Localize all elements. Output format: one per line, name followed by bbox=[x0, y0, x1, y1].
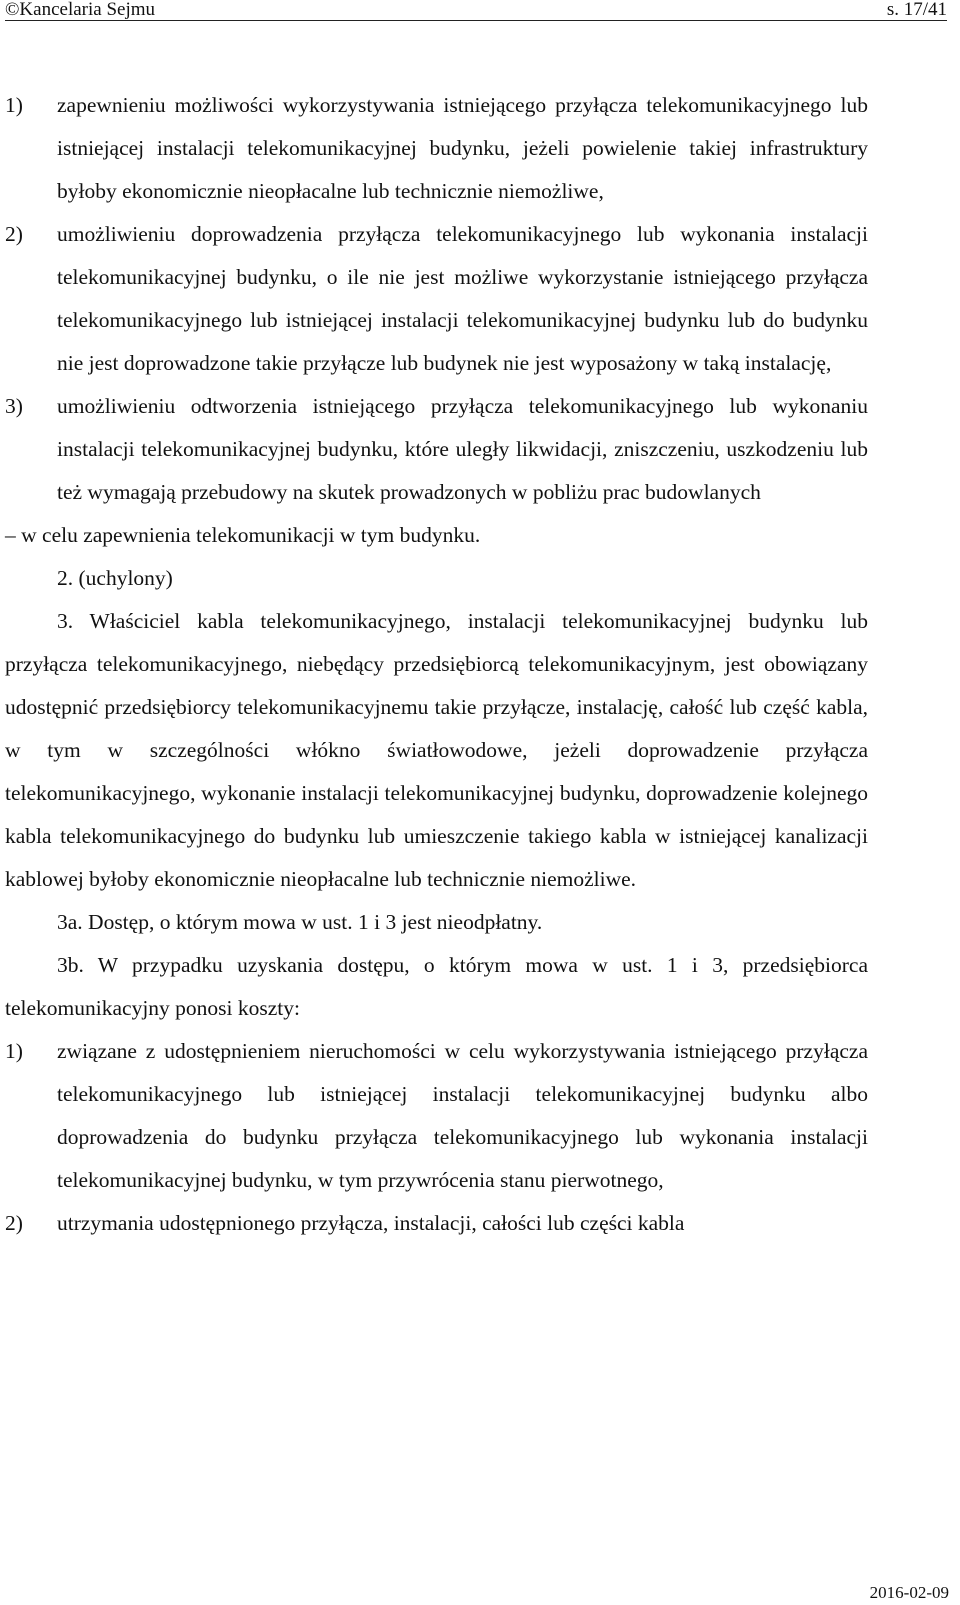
list-item-text: utrzymania udostępnionego przyłącza, instalacji, całości lub części kabla bbox=[57, 1211, 685, 1235]
list-item-number: 1) bbox=[5, 1039, 23, 1063]
list-item-text: zapewnieniu możliwości wykorzystywania istniejącego przyłącza telekomunikacyjnego lub istniejącej instalacji telekomunikacyjnej budynku, jeżeli powielenie takiej infrastruktury byłoby ekonomicznie nieopłacalne lub technicznie niemożliwe, bbox=[57, 93, 868, 203]
list-item-number: 2) bbox=[5, 222, 23, 246]
list-item bbox=[5, 1030, 868, 1202]
list-item-text: umożliwieniu doprowadzenia przyłącza telekomunikacyjnego lub wykonania instalacji telekomunikacyjnej budynku, o ile nie jest możliwe wykorzystanie istniejącego przyłącza telekomunikacyjnego lub istniejącej instalacji telekomunikacyjnej budynku lub do budynku nie jest doprowadzone takie przyłącze lub budynek nie jest wyposażony w taką instalację, bbox=[57, 222, 868, 375]
header-source: ©Kancelaria Sejmu bbox=[5, 0, 156, 20]
header-page-number: s. 17/41 bbox=[886, 0, 947, 20]
paragraph-3a: 3a. Dostęp, o którym mowa w ust. 1 i 3 jest nieodpłatny. bbox=[57, 910, 543, 934]
paragraph-2: 2. (uchylony) bbox=[57, 566, 173, 590]
paragraph-3b: 3b. W przypadku uzyskania dostępu, o którym mowa w ust. 1 i 3, przedsiębiorca telekomunikacyjny ponosi koszty: bbox=[5, 953, 868, 1020]
list-item-number: 1) bbox=[5, 93, 23, 117]
footer-date: 2016-02-09 bbox=[869, 1583, 949, 1602]
list-item bbox=[5, 213, 868, 385]
closing-clause: – w celu zapewnienia telekomunikacji w tym budynku. bbox=[5, 523, 481, 547]
header-divider bbox=[5, 20, 947, 21]
list-item bbox=[5, 84, 868, 213]
list-item-number: 3) bbox=[5, 394, 23, 418]
page-header bbox=[5, 0, 947, 22]
list-item bbox=[5, 1202, 868, 1245]
list-item-number: 2) bbox=[5, 1211, 23, 1235]
list-item-text: związane z udostępnieniem nieruchomości w celu wykorzystywania istniejącego przyłącza telekomunikacyjnego lub istniejącej instalacji telekomunikacyjnej budynku albo doprowadzenia do budynku przyłącza telekomunikacyjnego lub wykonania instalacji telekomunikacyjnej budynku, w tym przywrócenia stanu pierwotnego, bbox=[57, 1039, 868, 1192]
list-item bbox=[5, 385, 868, 514]
document-body bbox=[5, 84, 868, 1245]
paragraph-3: 3. Właściciel kabla telekomunikacyjnego, instalacji telekomunikacyjnej budynku lub przyłącza telekomunikacyjnego, niebędący przedsiębiorcą telekomunikacyjnym, jest obowiązany udostępnić przedsiębiorcy telekomunikacyjnemu takie przyłącze, instalację, całość lub część kabla, w tym w szczególności włókno światłowodowe, jeżeli doprowadzenie przyłącza telekomunikacyjnego, wykonanie instalacji telekomunikacyjnej budynku, doprowadzenie kolejnego kabla telekomunikacyjnego do budynku lub umieszczenie takiego kabla w istniejącej kanalizacji kablowej byłoby ekonomicznie nieopłacalne lub technicznie niemożliwe. bbox=[5, 609, 868, 891]
list-item-text: umożliwieniu odtworzenia istniejącego przyłącza telekomunikacyjnego lub wykonaniu instalacji telekomunikacyjnej budynku, które uległy likwidacji, zniszczeniu, uszkodzeniu lub też wymagają przebudowy na skutek prowadzonych w pobliżu prac budowlanych bbox=[57, 394, 868, 504]
